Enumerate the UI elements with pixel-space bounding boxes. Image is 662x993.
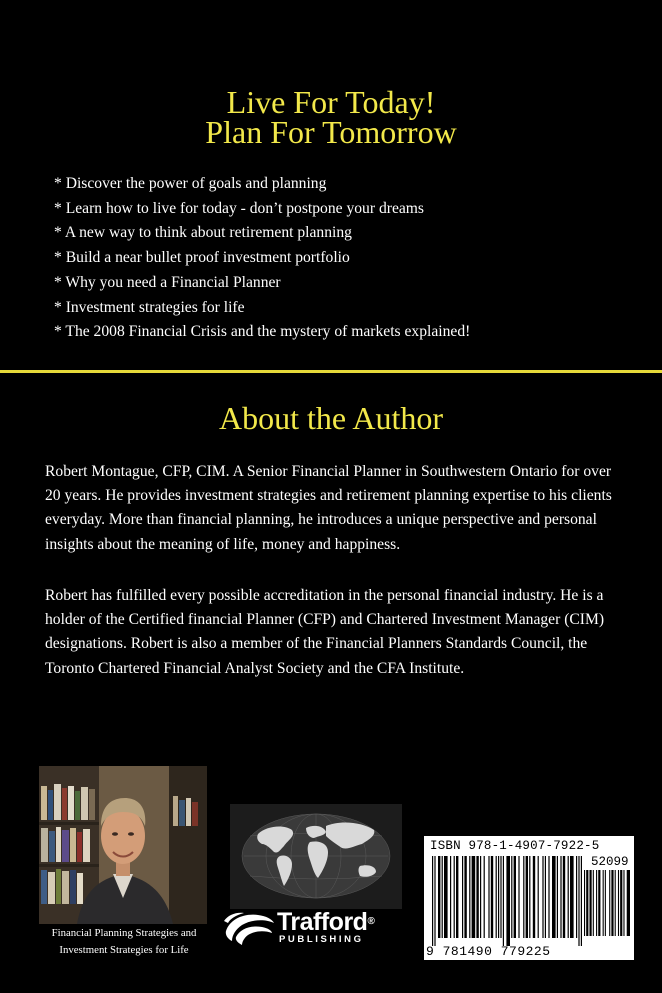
- headline-live-for-today: Live For Today!: [226, 84, 436, 120]
- barcode-bar: [611, 870, 613, 936]
- barcode-bar: [523, 856, 524, 938]
- author-photo: [39, 766, 207, 924]
- barcode-bar: [560, 856, 561, 938]
- barcode-bar: [576, 856, 577, 938]
- barcode-bar: [514, 856, 516, 938]
- barcode-bar: [484, 856, 485, 938]
- barcode-addon-icon: [584, 870, 630, 944]
- barcode-bar: [511, 856, 512, 938]
- barcode-bar: [480, 856, 481, 938]
- barcode-bar: [618, 870, 619, 936]
- barcode-bar: [438, 856, 440, 938]
- barcode-bar: [605, 870, 606, 936]
- barcode-bar: [476, 856, 478, 938]
- barcode-bar: [529, 856, 530, 938]
- barcode-bar: [462, 856, 463, 938]
- barcode-bar: [496, 856, 497, 938]
- barcode-bar: [596, 870, 597, 936]
- barcode-bar: [469, 856, 470, 938]
- barcode-icon: [432, 856, 582, 946]
- barcode-bar: [503, 856, 504, 946]
- barcode-bar: [593, 870, 594, 936]
- author-portrait-icon: [39, 766, 207, 924]
- caption-line-2: Investment Strategies for Life: [59, 944, 189, 956]
- barcode-bar: [586, 870, 588, 936]
- bullet-item: * A new way to think about retirement planning: [54, 224, 352, 242]
- world-map-icon: [230, 804, 402, 909]
- publisher-subtitle: PUBLISHING: [279, 934, 364, 945]
- barcode-bar: [454, 856, 455, 938]
- trafford-publishing-logo: [222, 907, 412, 953]
- barcode-bar: [557, 856, 558, 938]
- isbn-barcode: [424, 836, 634, 960]
- author-bio-paragraph-2: Robert has fulfilled every possible accreditation in the personal financial industry. He is a holder of the Certified financial Planner (CFP) and Chartered Investment Manager (CIM) designations. Robert is also a member of the Financial Planners Standards Council, the Toronto Chartered Financial Analyst Society and the CFA Institute.: [45, 587, 605, 677]
- author-bio-paragraph-1: Robert Montague, CFP, CIM. A Senior Financial Planner in Southwestern Ontario for over 20 years. He provides investment strategies and retirement planning expertise to his clients everyday. More than financial planning, he introduces a unique perspective and personal insights about the meaning of life, money and happiness.: [45, 463, 612, 553]
- barcode-bar: [518, 856, 519, 938]
- barcode-bar: [552, 856, 556, 938]
- barcode-bar: [584, 870, 585, 936]
- bullet-item: * The 2008 Financial Crisis and the mystery of markets explained!: [54, 323, 471, 341]
- price-code: 52099: [591, 855, 629, 869]
- barcode-bar: [442, 856, 443, 938]
- barcode-bar: [434, 856, 435, 946]
- barcode-bar: [623, 870, 624, 936]
- barcode-bar: [603, 870, 604, 936]
- bullet-item: * Investment strategies for life: [54, 298, 245, 316]
- barcode-bar: [432, 856, 433, 946]
- section-divider: [0, 370, 662, 373]
- feature-bullet-list: [54, 172, 470, 345]
- barcode-bar: [578, 856, 579, 946]
- bullet-item: * Build a near bullet proof investment portfolio: [54, 249, 350, 267]
- barcode-bar: [444, 856, 448, 938]
- barcode-bar: [542, 856, 543, 938]
- publisher-name: Trafford®: [277, 908, 375, 936]
- barcode-bar: [472, 856, 476, 938]
- barcode-bar: [506, 856, 510, 946]
- barcode-bar: [526, 856, 528, 938]
- barcode-bar: [589, 870, 591, 936]
- barcode-bar: [456, 856, 458, 938]
- barcode-bar: [627, 870, 630, 936]
- barcode-bar: [609, 870, 610, 936]
- barcode-bar: [464, 856, 466, 938]
- barcode-bar: [568, 856, 569, 938]
- barcode-bar: [450, 856, 451, 938]
- barcode-bar: [491, 856, 493, 938]
- bullet-item: * Learn how to live for today - don’t postpone your dreams: [54, 199, 424, 217]
- barcode-bar: [570, 856, 574, 938]
- bullet-item: * Why you need a Financial Planner: [54, 273, 281, 291]
- barcode-bar: [538, 856, 539, 938]
- barcode-bar: [498, 856, 499, 938]
- barcode-bar: [545, 856, 546, 938]
- trafford-logo-icon: [222, 909, 276, 949]
- barcode-bar: [563, 856, 565, 938]
- barcode-bar: [533, 856, 535, 938]
- ean-digits: 9 781490 779225: [426, 944, 551, 959]
- barcode-bar: [620, 870, 622, 936]
- about-author-title: About the Author: [219, 400, 443, 436]
- barcode-bar: [598, 870, 600, 936]
- bullet-item: * Discover the power of goals and planning: [54, 175, 327, 192]
- barcode-bar: [500, 856, 501, 938]
- caption-line-1: Financial Planning Strategies and: [51, 927, 197, 939]
- barcode-bar: [615, 870, 616, 936]
- headline-plan-for-tomorrow: Plan For Tomorrow: [205, 114, 457, 150]
- barcode-bar: [488, 856, 489, 938]
- photo-caption: [36, 925, 212, 959]
- barcode-bar: [581, 856, 582, 946]
- isbn-label: ISBN 978-1-4907-7922-5: [430, 839, 600, 853]
- barcode-bar: [548, 856, 549, 938]
